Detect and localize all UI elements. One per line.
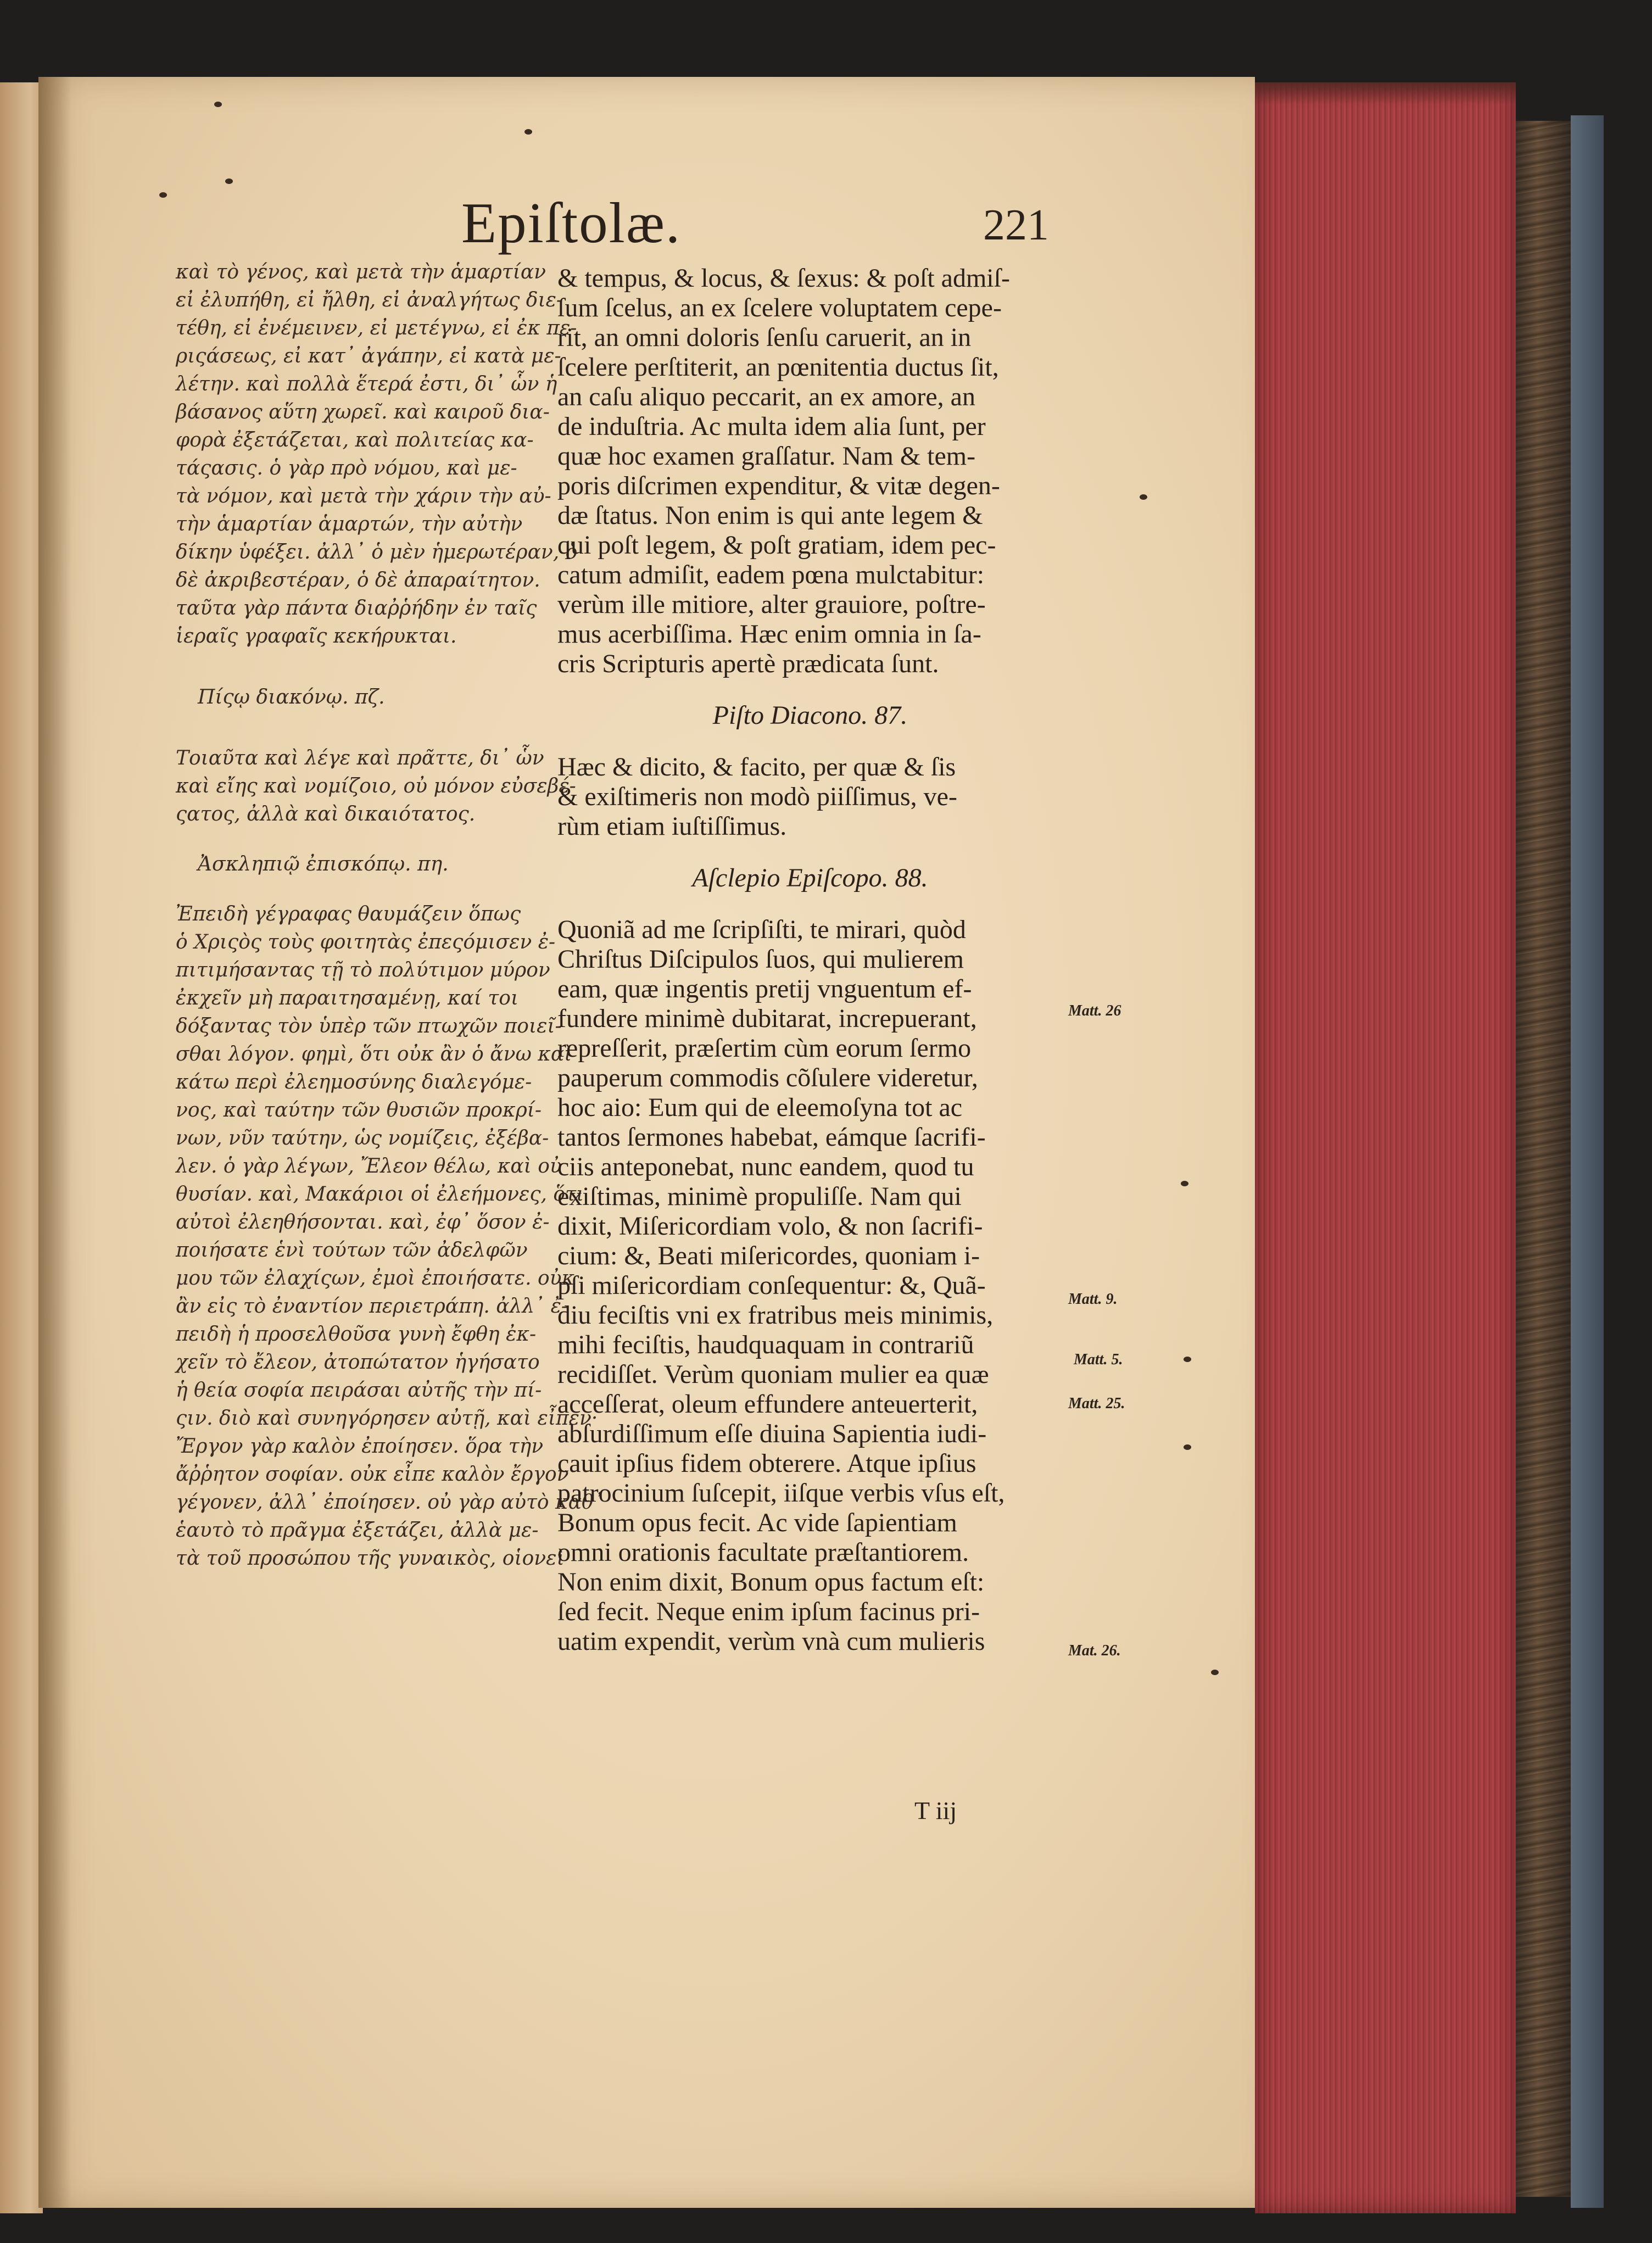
text-line: recidiſſet. Verùm quoniam mulier ea quæ xyxy=(557,1360,989,1389)
text-line: βάσανος αὕτη χωρεῖ. καὶ καιροῦ δια- xyxy=(176,401,550,423)
text-line: Ἔργον γὰρ καλὸν ἐποίησεν. ὅρα τὴν xyxy=(176,1435,544,1458)
binding-board xyxy=(1571,115,1604,2208)
text-line: verùm ille mitiore, alter grauiore, poſtre- xyxy=(557,590,986,619)
text-line: δίκην ὑφέξει. ἀλλ᾽ ὁ μὲν ἡμερωτέραν, ὁ xyxy=(176,541,578,563)
worm-hole xyxy=(214,102,222,107)
text-line: tantos ſermones habebat, eámque ſacrifi- xyxy=(557,1123,986,1152)
text-line: pſi miſericordiam conſequentur: &, Quã- xyxy=(557,1271,986,1300)
text-line: mus acerbiſſima. Hæc enim omnia in ſa- xyxy=(557,620,981,649)
text-line: ſcelere perſtiterit, an pœnitentia ductus ſit, xyxy=(557,353,999,382)
text-line: qui poſt legem, & poſt gratiam, idem pec- xyxy=(557,531,996,560)
text-line: νων, νῦν ταύτην, ὡς νομίζεις, ἐξέβα- xyxy=(176,1127,549,1150)
worm-hole xyxy=(159,192,167,198)
text-line: τὰ τοῦ προσώπου τῆς γυναικὸς, οἱονεὶ xyxy=(176,1547,565,1570)
greek-letter-heading-88: Ἀσκληπιῷ ἐπισκόπῳ. πη. xyxy=(198,853,449,875)
margin-reference: Matt. 26 xyxy=(1068,1002,1121,1019)
text-line: θυσίαν. καὶ, Μακάριοι οἱ ἐλεήμονες, ὅτι xyxy=(176,1183,584,1206)
text-line: τὴν ἁμαρτίαν ἁμαρτών, τὴν αὐτὴν xyxy=(176,513,523,535)
text-line: diu feciſtis vni ex fratribus meis minimis, xyxy=(557,1301,994,1330)
text-line: Chriſtus Diſcipulos ſuos, qui mulierem xyxy=(557,945,964,974)
latin-column xyxy=(557,264,1063,1656)
text-line: acceſſerat, oleum effundere anteuerterit, xyxy=(557,1390,978,1419)
text-line: Τοιαῦτα καὶ λέγε καὶ πρᾶττε, δι᾽ ὧν xyxy=(176,747,544,769)
text-line: πειδὴ ἡ προσελθοῦσα γυνὴ ἔφθη ἐκ- xyxy=(176,1323,537,1346)
text-line: χεῖν τὸ ἔλεον, ἀτοπώτατον ἡγήσατο xyxy=(176,1351,540,1374)
worm-hole xyxy=(1181,1181,1188,1186)
text-line: αὐτοὶ ἐλεηθήσονται. καὶ, ἐφ᾽ ὅσον ἐ- xyxy=(176,1211,550,1234)
cover-shade xyxy=(1516,121,1571,2197)
text-line: de induſtria. Ac multa idem alia ſunt, per xyxy=(557,412,986,441)
text-line: τέθη, εἰ ἐνέμεινεν, εἰ μετέγνω, εἰ ἐκ πε- xyxy=(176,317,577,339)
text-line: & tempus, & locus, & ſexus: & poſt admiſ- xyxy=(557,264,1010,293)
greek-block-3 xyxy=(176,900,604,1572)
text-line: fundere minimè dubitarat, increpuerant, xyxy=(557,1004,977,1033)
margin-reference: Matt. 25. xyxy=(1068,1395,1125,1412)
running-head: Epiſtolæ. xyxy=(461,191,682,255)
text-line: πιτιμήσαντας τῇ τὸ πολύτιμον μύρον xyxy=(176,959,550,981)
worm-hole xyxy=(1140,494,1147,500)
text-line: τάςασις. ὁ γὰρ πρὸ νόμου, καὶ με- xyxy=(176,457,517,479)
page-edge-shadow xyxy=(1255,82,1516,104)
text-line: cium: &, Beati miſericordes, quoniam i- xyxy=(557,1241,980,1270)
latin-letter-heading-88: Aſclepio Epiſcopo. 88. xyxy=(692,863,928,892)
text-line: μου τῶν ἐλαχίςων, ἐμοὶ ἐποιήσατε. οὐκ xyxy=(176,1267,575,1290)
page-gutter-shadow xyxy=(38,77,71,2208)
text-line: poris diſcrimen expenditur, & vitæ degen- xyxy=(557,471,1000,500)
page-number: 221 xyxy=(983,201,1049,249)
text-line: exiſtimas, minimè propuliſſe. Nam qui xyxy=(557,1182,962,1211)
text-line: hoc aio: Eum qui de eleemoſyna tot ac xyxy=(557,1093,963,1122)
margin-reference: Matt. 9. xyxy=(1068,1291,1118,1308)
text-line: cauit ipſius fidem obterere. Atque ipſius xyxy=(557,1449,976,1478)
greek-letter-heading-87: Πίςῳ διακόνῳ. πζ. xyxy=(198,686,385,708)
text-line: ſum ſcelus, an ex ſcelere voluptatem cepe- xyxy=(557,293,1002,322)
text-line: ριςάσεως, εἰ κατ᾽ ἀγάπην, εἰ κατὰ με- xyxy=(176,345,561,367)
text-line: ἱεραῖς γραφαῖς κεκήρυκται. xyxy=(176,625,457,648)
text-line: ἄῤῥητον σοφίαν. οὐκ εἶπε καλὸν ἔργον xyxy=(176,1463,569,1486)
latin-block-1 xyxy=(557,264,1063,679)
signature-mark: T iij xyxy=(914,1796,957,1824)
margin-reference: Matt. 5. xyxy=(1074,1351,1123,1368)
text-line: ciis anteponebat, nunc eandem, quod tu xyxy=(557,1152,974,1181)
text-line: pauperum commodis cõſulere videretur, xyxy=(557,1063,978,1092)
text-line: & exiſtimeris non modò piiſſimus, ve- xyxy=(557,782,957,811)
greek-column xyxy=(176,258,604,1572)
text-line: abſurdiſſimum eſſe diuina Sapientia iudi- xyxy=(557,1419,987,1448)
worm-hole xyxy=(1184,1444,1191,1450)
text-line: σθαι λόγον. φημὶ, ὅτι οὐκ ἂν ὁ ἄνω καὶ xyxy=(176,1043,572,1065)
text-line: ἡ θεία σοφία πειράσαι αὐτῆς τὴν πί- xyxy=(176,1379,542,1402)
text-line: ſed fecit. Neque enim ipſum facinus pri- xyxy=(557,1597,980,1626)
text-line: νος, καὶ ταύτην τῶν θυσιῶν προκρί- xyxy=(176,1099,542,1122)
text-line: λέτην. καὶ πολλὰ ἕτερά ἐστι, δι᾽ ὧν ἡ xyxy=(176,373,557,395)
text-line: γέγονεν, ἀλλ᾽ ἐποίησεν. οὐ γὰρ αὐτὸ καθ᾽ xyxy=(176,1491,604,1514)
text-line: repreſſerit, præſertim cùm eorum ſermo xyxy=(557,1034,972,1063)
text-line: καὶ τὸ γένος, καὶ μετὰ τὴν ἁμαρτίαν xyxy=(176,261,546,283)
text-line: Ἐπειδὴ γέγραφας θαυμάζειν ὅπως xyxy=(176,903,521,925)
text-line: Hæc & dicito, & facito, per quæ & ſis xyxy=(557,752,956,782)
latin-block-3 xyxy=(557,915,1063,1656)
text-line: ἑαυτὸ τὸ πρᾶγμα ἐξετάζει, ἀλλὰ με- xyxy=(176,1519,539,1542)
text-line: rùm etiam iuſtiſſimus. xyxy=(557,812,787,841)
red-page-edges xyxy=(1255,82,1516,2213)
text-line: εἰ ἐλυπήθη, εἰ ἤλθη, εἰ ἀναλγήτως διε- xyxy=(176,289,563,311)
text-line: Bonum opus fecit. Ac vide ſapientiam xyxy=(557,1508,957,1537)
greek-block-1 xyxy=(176,258,578,650)
text-line: eam, quæ ingentis pretij vnguentum ef- xyxy=(557,974,972,1003)
latin-block-2 xyxy=(557,752,1063,841)
text-line: an caſu aliquo peccarit, an ex amore, an xyxy=(557,382,975,411)
text-line: dæ ſtatus. Non enim is qui ante legem & xyxy=(557,501,983,530)
text-line: rit, an omni doloris ſenſu caruerit, an in xyxy=(557,323,972,352)
text-line: Quoniã ad me ſcripſiſti, te mirari, quòd xyxy=(557,915,966,944)
text-line: δόξαντας τὸν ὑπὲρ τῶν πτωχῶν ποιεῖ- xyxy=(176,1015,562,1037)
margin-reference: Mat. 26. xyxy=(1068,1642,1121,1659)
greek-block-2 xyxy=(176,744,576,828)
text-line: omni orationis facultate præſtantiorem. xyxy=(557,1538,969,1567)
text-line: δὲ ἀκριβεστέραν, ὁ δὲ ἀπαραίτητον. xyxy=(176,569,540,592)
text-line: quæ hoc examen graſſatur. Nam & tem- xyxy=(557,442,976,471)
text-line: cris Scripturis apertè prædicata ſunt. xyxy=(557,649,939,678)
text-line: ποιήσατε ἑνὶ τούτων τῶν ἀδελφῶν xyxy=(176,1239,528,1262)
worm-hole xyxy=(1211,1670,1219,1675)
text-line: dixit, Miſericordiam volo, & non ſacrifi- xyxy=(557,1212,983,1241)
latin-letter-heading-87: Piſto Diacono. 87. xyxy=(712,701,908,730)
text-line: τὰ νόμον, καὶ μετὰ τὴν χάριν τὴν αὐ- xyxy=(176,485,551,507)
worm-hole xyxy=(225,178,233,184)
text-line: ςιν. διὸ καὶ συνηγόρησεν αὐτῇ, καὶ εἶπεν· xyxy=(176,1407,598,1430)
text-line: φορὰ ἐξετάζεται, καὶ πολιτείας κα- xyxy=(176,429,534,451)
text-line: κάτω περὶ ἐλεημοσύνης διαλεγόμε- xyxy=(176,1071,532,1093)
text-line: λεν. ὁ γὰρ λέγων, Ἔλεον θέλω, καὶ οὐ xyxy=(176,1155,562,1178)
text-line: patrocinium ſuſcepit, iiſque verbis vſus eſt, xyxy=(557,1478,1005,1508)
text-line: ὁ Χριςὸς τοὺς φοιτητὰς ἐπεςόμισεν ἐ- xyxy=(176,931,556,953)
text-line: καὶ εἴης καὶ νομίζοιο, οὐ μόνον εὐσεβέ- xyxy=(176,775,576,797)
text-line: catum admiſit, eadem pœna mulctabitur: xyxy=(557,560,985,589)
text-line: ςατος, ἀλλὰ καὶ δικαιότατος. xyxy=(176,803,476,825)
facing-page-edge xyxy=(0,82,43,2213)
text-line: ταῦτα γὰρ πάντα διαῤῥήδην ἐν ταῖς xyxy=(176,597,537,620)
worm-hole xyxy=(524,129,532,135)
worm-hole xyxy=(1184,1357,1191,1362)
text-line: Non enim dixit, Bonum opus factum eſt: xyxy=(557,1567,985,1597)
text-line: mihi feciſtis, haudquaquam in contrariũ xyxy=(557,1330,974,1359)
text-line: ἂν εἰς τὸ ἐναντίον περιετράπη. ἀλλ᾽ ἐ- xyxy=(176,1295,568,1318)
text-line: ἐκχεῖν μὴ παραιτησαμένῃ, καί τοι xyxy=(176,987,519,1009)
text-line: uatim expendit, verùm vnà cum mulieris xyxy=(557,1627,985,1656)
